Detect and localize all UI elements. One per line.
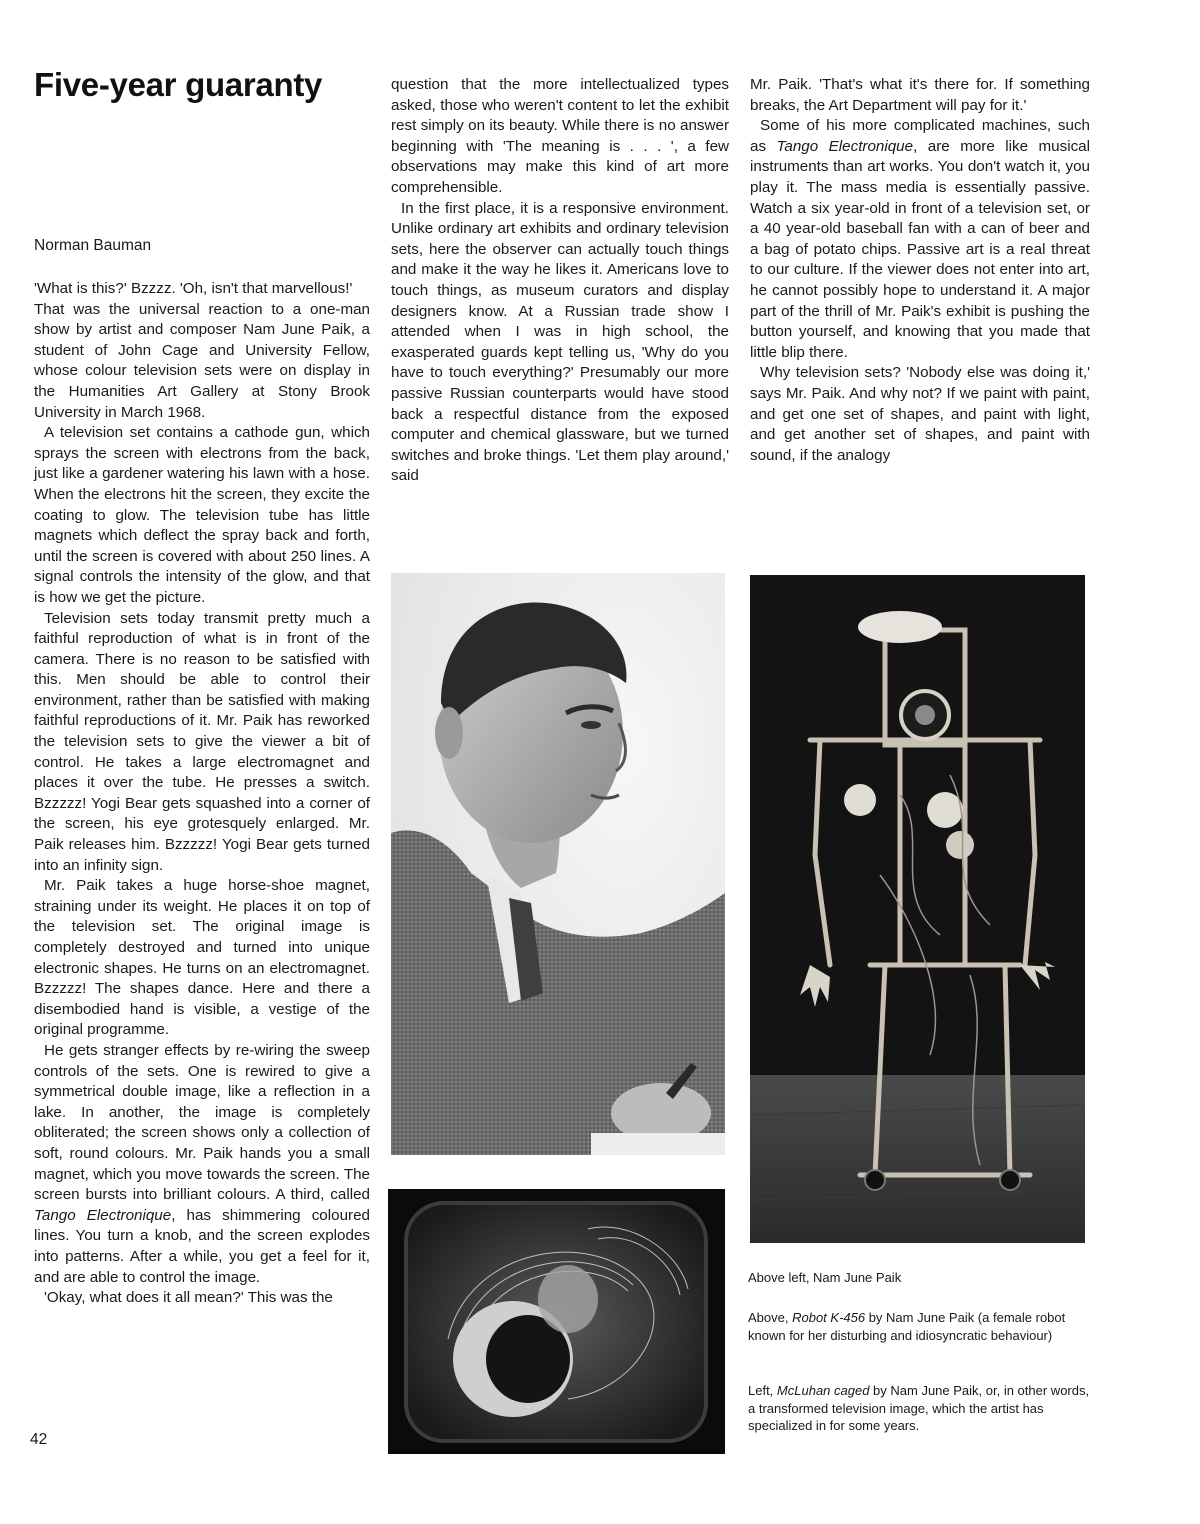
paragraph: Television sets today transmit pretty much a faithful reproduction of what is in front of the camera. There is no reason to be satisfied with this. Men should be able to control their environment, rather than be satisfied with making faithful reproductions of it. Mr. Paik has reworked the television sets to give the viewer a bit of control. He takes a large electromagnet and places it over the tube. He presses a switch. Bzzzzz! Yogi Bear gets squashed into a corner of the screen, his eye grotesquely enlarged. Mr. Paik releases him. Bzzzzz! Yogi Bear gets turned into an infinity sign. [34, 609, 370, 874]
paragraph: question that the more intellectualized types asked, those who weren't content to let the exhibit rest simply on its beauty. While there is no answer beginning with 'The meaning is . . . ', a few observations may make this kind of art more comprehensible. [391, 76, 729, 196]
portrait-illustration [391, 573, 725, 1155]
text-run: Some of his more complicated machines, such as [750, 117, 1090, 155]
paragraph: In the first place, it is a responsive environment. Unlike ordinary art exhibits and ordinary television sets, here the observer can actually touch things and make it the way he likes it. Americans love to touch things, as museum curators and display designers know. At a Russian trade show I attended when I was in high school, the exasperated guards kept telling us, 'Why do you have to touch everything?' Presumably our more passive Russian counterparts would have stood back a respectful distance from the exposed computer and chemical glassware, but we turned switches and broke things. 'Let them play around,' said [391, 199, 729, 485]
text-run: by Nam June Paik, or, in other words, a transformed television image, which the artist has specialized in for some years. [748, 1383, 1090, 1433]
text-run: , are more like musical instruments than art works. You don't watch it, you play it. The mass media is essentially passive. Watch a six year-old in front of a television set, or a 40 year-old baseball fan with a can of beer and a bag of potato chips. Passive art is a real threat to our culture. If the viewer does not enter into art, he cannot possibly hope to understand it. A major part of the thrill of Mr. Paik's exhibit is pushing the button yourself, and knowing that you made that little blip there. [750, 137, 1091, 361]
paragraph: Mr. Paik. 'That's what it's there for. If something breaks, the Art Department will pay for it.' [750, 76, 1090, 114]
text-column-3 [750, 75, 1090, 466]
text-run: Above, [748, 1310, 793, 1325]
artwork-title: Tango Electronique [34, 1206, 172, 1224]
author-byline: Norman Bauman [34, 237, 152, 254]
text-column-1 [34, 279, 370, 1309]
robot-photo [750, 575, 1085, 1243]
paragraph: 'Okay, what does it all mean?' This was the [44, 1289, 333, 1307]
paragraph [750, 116, 1090, 363]
robot-illustration [750, 575, 1085, 1243]
text-run: Left, [748, 1383, 777, 1398]
artwork-title: McLuhan caged [776, 1383, 870, 1398]
paragraph: That was the universal reaction to a one-man show by artist and composer Nam June Paik, a student of John Cage and University Fellow, whose colour television sets were on display in the Humanities Art Gallery at Stony Brook University in March 1968. [34, 300, 370, 421]
page-number: 42 [30, 1431, 48, 1448]
caption-portrait: Above left, Nam June Paik [748, 1270, 902, 1285]
caption-robot [748, 1309, 1093, 1344]
paragraph: A television set contains a cathode gun, which sprays the screen with electrons from the back, just like a gardener watering his lawn with a hose. When the electrons hit the screen, they excite the coating to glow. The television tube has little magnets which deflect the spray back and forth, until the screen is covered with about 250 lines. A signal controls the intensity of the glow, and that is how we get the picture. [34, 424, 370, 606]
text-run: , has shimmering coloured lines. You turn a knob, and the screen explodes into patterns. After a while, you get a feel for it, and are able to control the image. [34, 1206, 370, 1286]
caption-tv-image [748, 1382, 1093, 1435]
artwork-title: Robot K-456 [792, 1310, 866, 1325]
paragraph [34, 1041, 370, 1288]
text-run: by Nam June Paik (a female robot known for her disturbing and idiosyncratic behaviour) [748, 1310, 1066, 1343]
paragraph: Mr. Paik takes a huge horse-shoe magnet, straining under its weight. He places it on top of the television set. The original image is completely destroyed and turned into unique electronic shapes. He turns on an electromagnet. Bzzzzz! The shapes dance. Here and there a disembodied hand is visible, a vestige of the original programme. [34, 877, 370, 1039]
portrait-photo [391, 573, 725, 1155]
tv-illustration [388, 1189, 725, 1454]
article-title: Five-year guaranty [34, 66, 323, 103]
artwork-title: Tango Electronique [776, 137, 914, 155]
paragraph: Why television sets? 'Nobody else was doing it,' says Mr. Paik. And why not? If we paint with paint, and get one set of shapes, and paint with light, and get another set of shapes, and paint with sound, if the analogy [750, 364, 1090, 464]
tv-image-photo [388, 1189, 725, 1454]
text-column-2 [391, 75, 729, 487]
text-run: He gets stranger effects by re-wiring the sweep controls of the sets. One is rewired to give a symmetrical double image, like a reflection in a lake. In another, the image is completely obliterated; the screen shows only a collection of soft, round colours. Mr. Paik hands you a small magnet, which you move towards the screen. The screen bursts into brilliant colours. A third, called [34, 1041, 370, 1204]
paragraph: 'What is this?' Bzzzz. 'Oh, isn't that marvellous!' [34, 280, 353, 297]
